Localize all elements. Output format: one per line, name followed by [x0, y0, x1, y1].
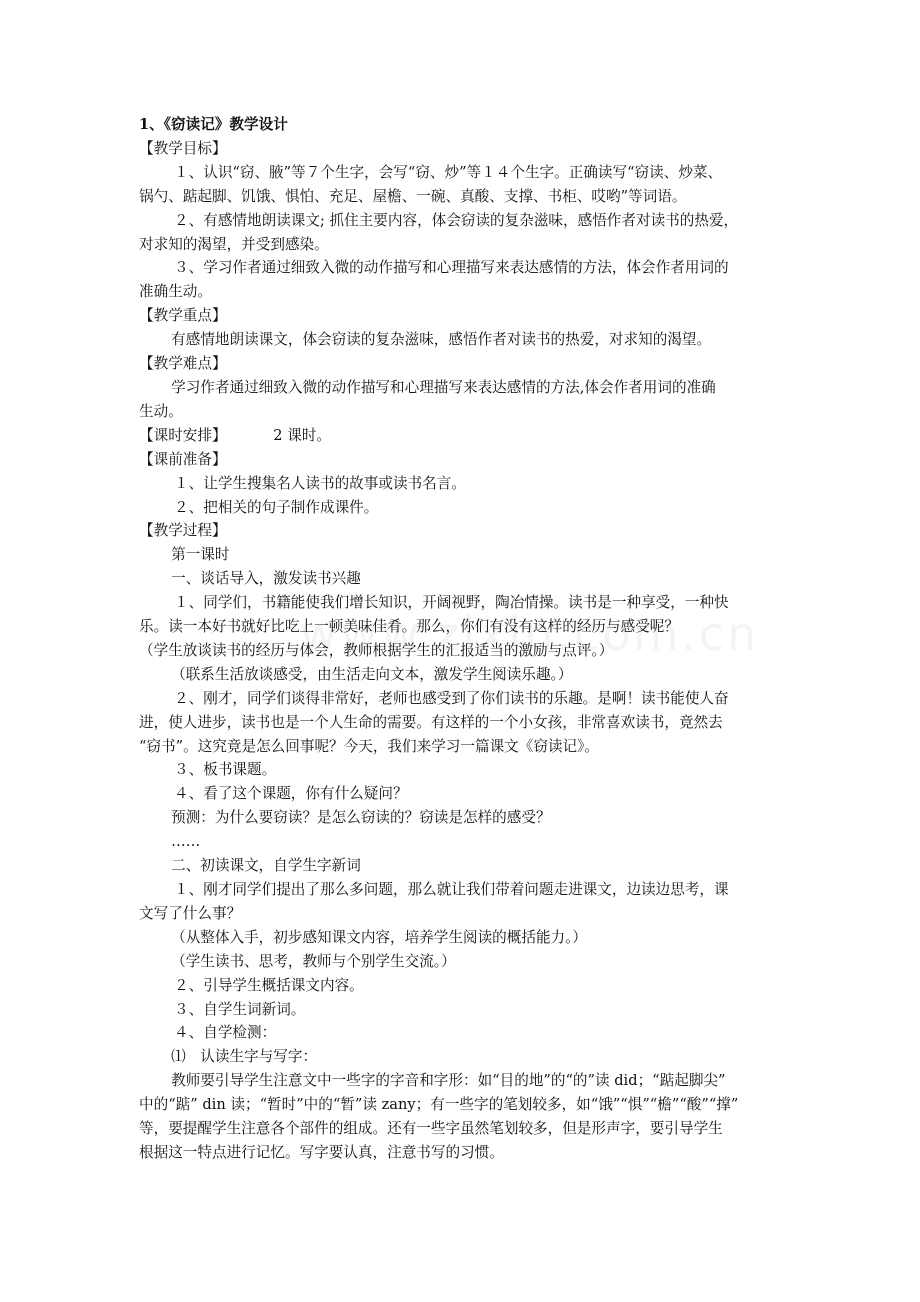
section-heading-difficulties: 【教学难点】	[139, 355, 227, 373]
step-two-item-1-line-4: （学生读书、思考，教师与个别学生交流。）	[171, 952, 456, 970]
section-heading-preparation: 【课前准备】	[139, 450, 227, 468]
difficulties-line-1: 学习作者通过细致入微的动作描写和心理描写来表达感情的方法,体会作者用词的准确	[171, 378, 716, 396]
section-heading-goals: 【教学目标】	[139, 139, 227, 157]
schedule-heading: 【课时安排】	[139, 426, 227, 444]
section-heading-schedule	[139, 424, 784, 448]
step-one-item-4: ４、看了这个课题，你有什么疑问？	[174, 785, 408, 803]
goal-2-line-2: 对求知的渴望，并受到感染。	[139, 235, 329, 253]
step-one-item-1-line-4: （联系生活放谈感受，由生活走向文本，激发学生阅读乐趣。）	[171, 665, 573, 683]
step-one-item-2-line-3: “窃书”。这究竟是怎么回事呢？今天，我们来学习一篇课文《窃读记》。	[139, 737, 600, 755]
step-two-item-1-line-3: （从整体入手，初步感知课文内容，培养学生阅读的概括能力。）	[171, 928, 588, 946]
preparation-item-2: ２、把相关的句子制作成课件。	[174, 498, 379, 516]
step-one-item-2-line-2: 进，使人进步，读书也是一个人生命的需要。有这样的一个小女孩，非常喜欢读书，竟然去	[139, 713, 723, 731]
lesson-one-heading: 第一课时	[171, 546, 230, 564]
step-two-item-4: ４、自学检测：	[174, 1024, 277, 1042]
key-points-text: 有感情地朗读课文，体会窃读的复杂滋味，感悟作者对读书的热爱，对求知的渴望。	[171, 331, 712, 349]
schedule-value: 2 课时。	[273, 426, 332, 444]
step-two-item-2: ２、引导学生概括课文内容。	[174, 976, 364, 994]
step-two-item-4-sub-1: ⑴ 认读生字与写字：	[171, 1048, 318, 1066]
step-one-heading: 一、谈话导入，激发读书兴趣	[171, 570, 361, 588]
step-one-item-3: ３、板书课题。	[174, 761, 277, 779]
step-one-item-1-line-1: １、同学们，书籍能使我们增长知识，开阔视野，陶冶情操。读书是一种享受，一种快	[174, 594, 729, 612]
document-page	[139, 113, 784, 1165]
teacher-note-line-4: 根据这一特点进行记忆。写字要认真，注意书写的习惯。	[139, 1143, 504, 1161]
step-two-heading: 二、初读课文，自学生字新词	[171, 857, 361, 875]
step-two-item-1-line-2: 文写了什么事？	[139, 904, 242, 922]
teacher-note-line-2: 中的“踮” din 读；“暂时”中的“暂”读 zany；有一些字的笔划较多，如“饿”“惧”“檐”“酸”“撑”	[139, 1096, 739, 1114]
goal-1-line-1: １、认识“窃、腋”等７个生字，会写“窃、炒”等１４个生字。正确读写“窃读、炒菜、	[174, 163, 723, 181]
goal-3-line-1: ３、学习作者通过细致入微的动作描写和心理描写来表达感情的方法，体会作者用词的	[174, 259, 729, 277]
step-two-item-1-line-1: １、刚才同学们提出了那么多问题，那么就让我们带着问题走进课文，边读边思考，课	[174, 881, 729, 898]
difficulties-line-2: 生动。	[139, 402, 183, 420]
step-one-item-2-line-1: ２、刚才，同学们谈得非常好，老师也感受到了你们读书的乐趣。是啊！读书能使人奋	[174, 689, 729, 707]
step-one-item-1-line-2: 乐。读一本好书就好比吃上一顿美味佳肴。那么，你们有没有这样的经历与感受呢？	[139, 618, 679, 636]
goal-3-line-2: 准确生动。	[139, 283, 212, 301]
document-title: 1、《窃读记》教学设计	[139, 116, 288, 133]
section-heading-process: 【教学过程】	[139, 522, 227, 540]
goal-2-line-1: ２、有感情地朗读课文; 抓住主要内容，体会窃读的复杂滋味，感悟作者对读书的热爱，	[174, 211, 739, 229]
teacher-note-line-1: 教师要引导学生注意文中一些字的字音和字形：如“目的地”的“的”读 did；“踮起脚尖”	[171, 1072, 726, 1090]
teacher-note-line-3: 等，要提醒学生注意各个部件的组成。还有一些字虽然笔划较多，但是形声字，要引导学生	[139, 1120, 723, 1138]
section-heading-key-points: 【教学重点】	[139, 307, 227, 325]
step-one-item-1-line-3: （学生放谈读书的经历与体会，教师根据学生的汇报适当的激励与点评。）	[139, 641, 614, 659]
step-one-ellipsis: ……	[171, 833, 201, 851]
goal-1-line-2: 锅勺、踮起脚、饥饿、惧怕、充足、屋檐、一碗、真酸、支撑、书柜、哎哟”等词语。	[139, 187, 687, 205]
step-two-item-3: ３、自学生词新词。	[174, 1000, 306, 1018]
preparation-item-1: １、让学生搜集名人读书的故事或读书名言。	[174, 474, 466, 492]
step-one-prediction: 预测：为什么要窃读？是怎么窃读的？窃读是怎样的感受？	[171, 809, 551, 827]
